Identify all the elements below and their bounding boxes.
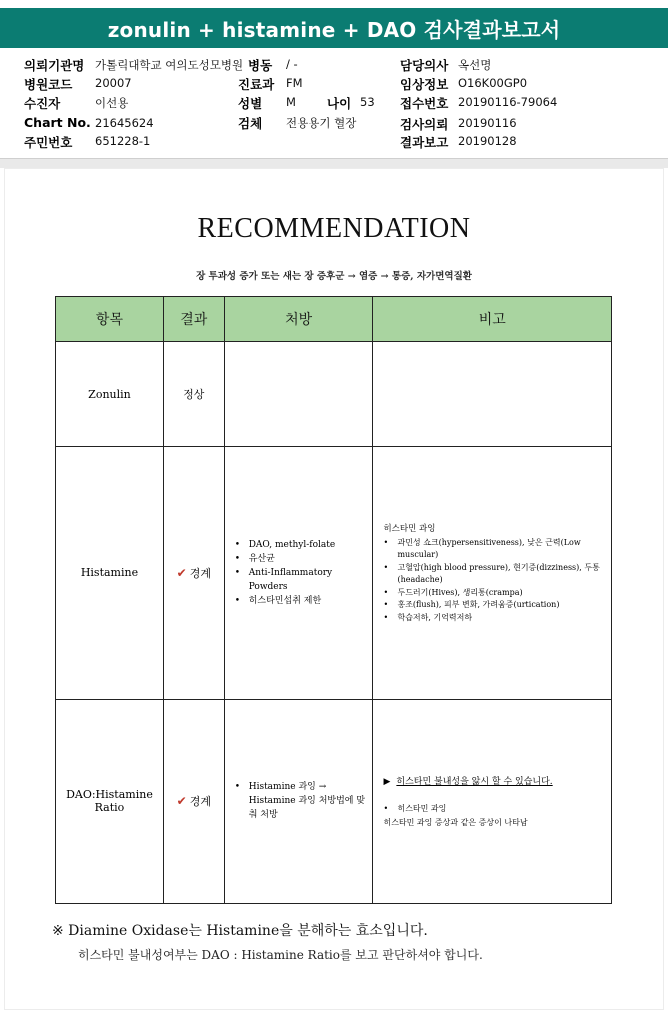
right-triangle-icon: ▶ — [383, 777, 391, 788]
chart-value: 21645624 — [95, 116, 154, 130]
list-item: • DAO, methyl-folate — [235, 538, 373, 552]
receipt-value: 20190116-79064 — [458, 95, 558, 109]
report-date-value: 20190128 — [458, 134, 517, 148]
clinical-value: O16K00GP0 — [458, 76, 528, 90]
clinical-label: 임상정보 — [400, 77, 449, 92]
recommendation-title: RECOMMENDATION — [197, 213, 471, 244]
request-label: 검사의뢰 — [400, 117, 449, 132]
id-value: 651228-1 — [95, 134, 151, 148]
id-label: 주민번호 — [24, 135, 73, 150]
hospital-code-label: 병원코드 — [24, 77, 73, 92]
doctor-label: 담당의사 — [400, 58, 449, 73]
row-histamine-item: Histamine — [56, 447, 164, 699]
footer-note-1: ※ Diamine Oxidase는 Histamine을 분해하는 효소입니다. — [52, 923, 428, 939]
table-row — [56, 447, 612, 699]
institution-value: 가톨릭대학교 여의도성모병원 — [95, 58, 244, 72]
check-mark-icon: ✔ — [176, 794, 187, 809]
table-row — [56, 342, 612, 447]
list-item: • 두드러기(Hives), 생리통(crampa) — [383, 587, 611, 600]
note-header: 히스타민 과잉 — [383, 523, 436, 534]
list-item: • 학습저하, 기억력저하 — [383, 612, 611, 625]
specimen-value: 전용용기 혈장 — [286, 116, 357, 130]
row-zonulin-note — [373, 342, 612, 447]
check-mark-icon: ✔ — [176, 565, 187, 580]
recommendation-subtitle: 장 투과성 증가 또는 새는 장 증후군 → 염증 → 통증, 자가면역질환 — [196, 271, 472, 282]
list-item: • 홍조(flush), 피부 변화, 가려움증(urtication) — [383, 599, 611, 612]
hospital-code-value: 20007 — [95, 76, 132, 90]
sex-label: 성별 — [238, 96, 263, 111]
ward-value: / - — [286, 57, 298, 71]
table-header-row — [56, 297, 612, 342]
list-item: • 유산균 — [235, 552, 373, 566]
list-item: • 과민성 쇼크(hypersensitiveness), 낮은 근력(Low muscular) — [383, 537, 611, 562]
row-histamine-result: 경계 — [189, 566, 211, 580]
header-prescription: 처방 — [224, 297, 373, 342]
recommendation-table — [55, 296, 612, 904]
warning-text — [373, 774, 611, 787]
specimen-label: 검체 — [238, 116, 263, 131]
patient-value: 이선용 — [95, 96, 129, 110]
report-date-label: 결과보고 — [400, 135, 449, 150]
request-value: 20190116 — [458, 116, 517, 130]
ward-label: 병동 — [248, 58, 273, 73]
row-dao-result: 경계 — [189, 795, 211, 809]
report-title: zonulin + histamine + DAO 검사결과보고서 — [0, 8, 668, 48]
dept-label: 진료과 — [238, 77, 275, 92]
age-label: 나이 — [327, 96, 352, 111]
header-note: 비고 — [373, 297, 612, 342]
doctor-value: 옥선명 — [458, 58, 492, 72]
receipt-label: 접수번호 — [400, 96, 449, 111]
dept-value: FM — [286, 76, 303, 90]
age-value: 53 — [360, 95, 375, 109]
patient-label: 수진자 — [24, 96, 61, 111]
patient-info-block — [0, 54, 668, 154]
header-item: 항목 — [56, 297, 164, 342]
list-item: • 히스타민섭취 제한 — [235, 594, 373, 608]
list-item: • Histamine 과잉 → Histamine 과잉 처방법에 맞춰 처방 — [235, 780, 373, 822]
row-histamine-prescription — [224, 447, 373, 699]
table-row — [56, 699, 612, 903]
row-dao-item: DAO:Histamine Ratio — [56, 699, 164, 903]
list-item: • 고혈압(high blood pressure), 현기증(dizziness), 두통(headache) — [383, 562, 611, 587]
row-dao-result-cell — [163, 699, 224, 903]
section-divider — [0, 158, 668, 168]
header-result: 결과 — [163, 297, 224, 342]
list-item: • 히스타민 과잉 — [383, 803, 611, 816]
warning-message: 히스타민 불내성을 앓시 할 수 있습니다. — [396, 777, 553, 788]
row-zonulin-item: Zonulin — [56, 342, 164, 447]
chart-label: Chart No. — [24, 115, 91, 130]
row-histamine-result-cell — [163, 447, 224, 699]
row-zonulin-result: 정상 — [163, 342, 224, 447]
row-dao-prescription — [224, 699, 373, 903]
note-text: 히스타민 과잉 증상과 같은 증상이 나타남 — [383, 817, 528, 827]
row-zonulin-prescription — [224, 342, 373, 447]
row-dao-note — [373, 699, 612, 903]
institution-label: 의뢰기관명 — [24, 58, 85, 73]
row-histamine-note — [373, 447, 612, 699]
footer-note-2: 히스타민 불내성여부는 DAO : Histamine Ratio를 보고 판단하셔야 합니다. — [78, 948, 483, 962]
sex-value: M — [286, 95, 296, 109]
list-item: • Anti-Inflammatory Powders — [235, 566, 373, 594]
